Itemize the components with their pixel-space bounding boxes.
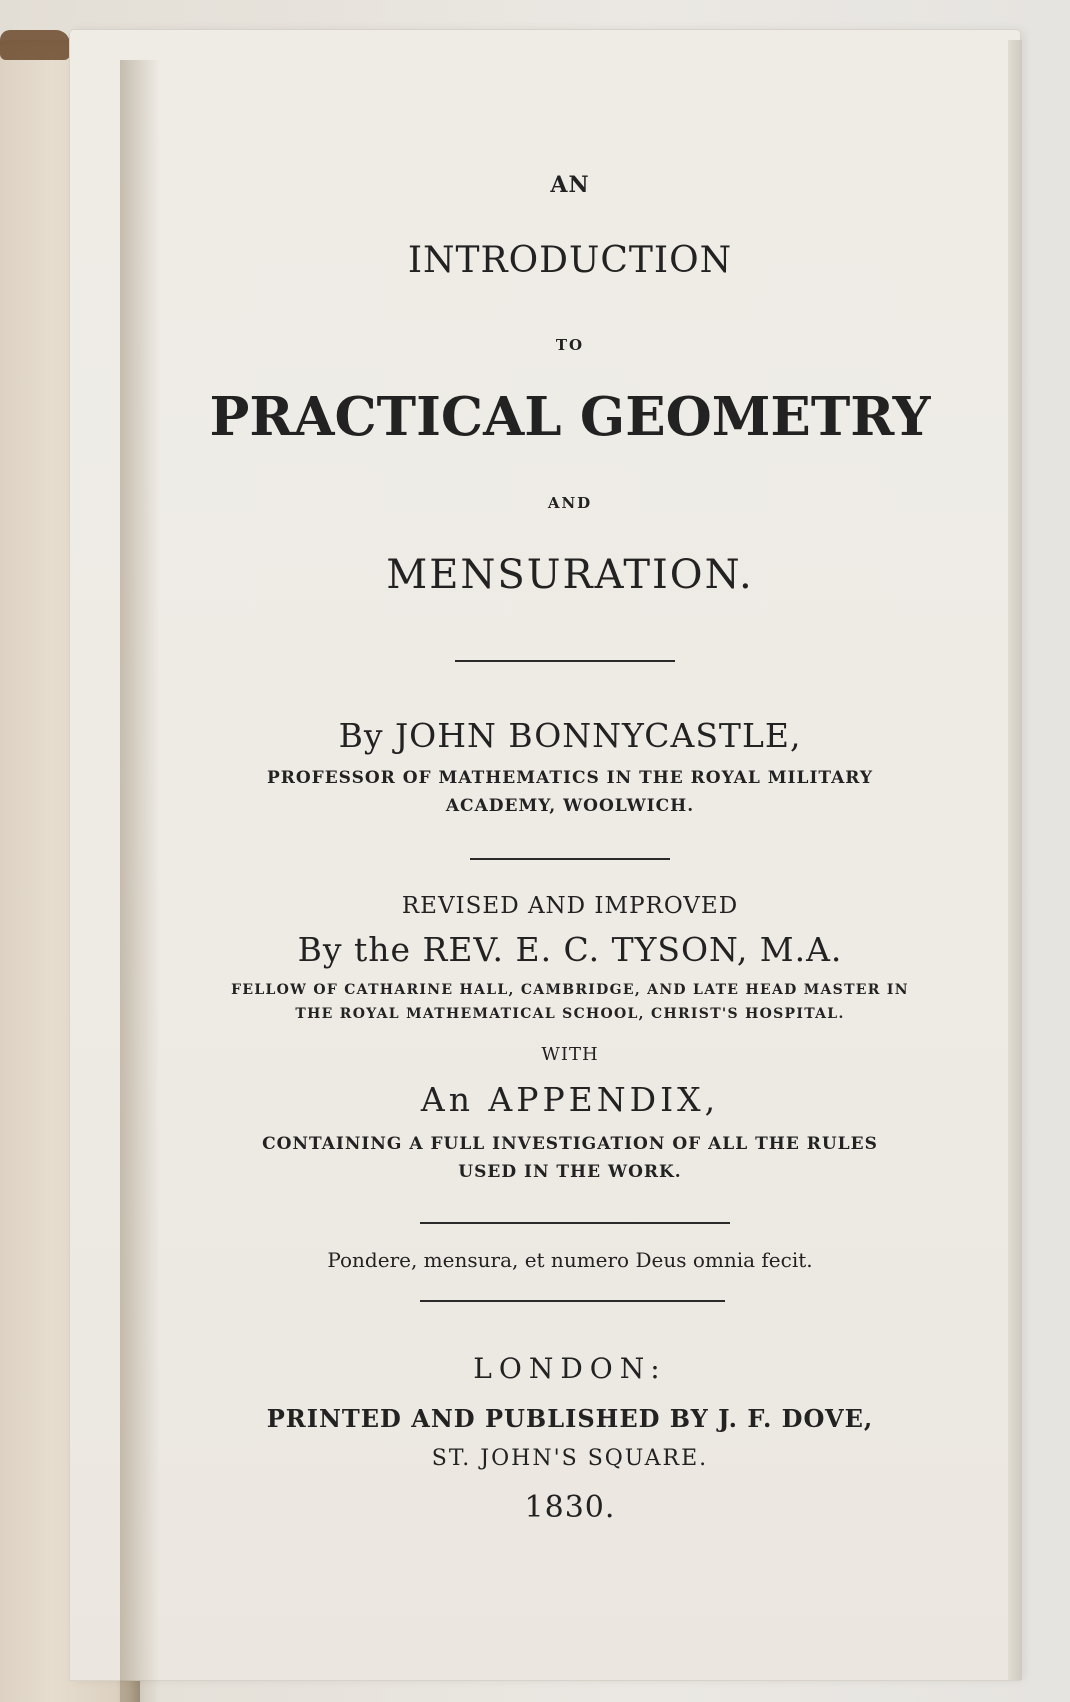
title-to: TO (555, 336, 585, 354)
reviser-title-1: FELLOW OF CATHARINE HALL, CAMBRIDGE, AND LATE HEAD MASTER IN (231, 982, 909, 998)
page-edge (1008, 40, 1022, 1680)
subtitle: MENSURATION. (386, 552, 754, 598)
appendix-desc-1: CONTAINING A FULL INVESTIGATION OF ALL THE RULES (262, 1134, 878, 1154)
author-title-2: ACADEMY, WOOLWICH. (445, 796, 695, 816)
appendix-line: An APPENDIX, (420, 1080, 720, 1119)
city: LONDON: (473, 1352, 667, 1385)
author-title-1: PROFESSOR OF MATHEMATICS IN THE ROYAL MILITARY (266, 768, 874, 788)
rule-1 (455, 660, 675, 662)
with-line: WITH (541, 1044, 599, 1065)
main-title: PRACTICAL GEOMETRY (209, 386, 931, 448)
rule-3 (420, 1222, 730, 1224)
appendix-desc-2: USED IN THE WORK. (458, 1162, 682, 1182)
revised-line: REVISED AND IMPROVED (401, 893, 739, 919)
title-introduction: INTRODUCTION (407, 240, 733, 281)
rule-2 (470, 858, 670, 860)
printer-line: PRINTED AND PUBLISHED BY J. F. DOVE, (266, 1404, 874, 1433)
year: 1830. (524, 1490, 616, 1525)
rule-4 (420, 1300, 725, 1302)
motto: Pondere, mensura, et numero Deus omnia fecit. (327, 1248, 813, 1272)
gutter-shadow (120, 60, 160, 1702)
title-an: AN (550, 172, 590, 198)
reviser-title-2: THE ROYAL MATHEMATICAL SCHOOL, CHRIST'S HOSPITAL. (295, 1006, 845, 1022)
title-and: AND (547, 494, 593, 512)
author-line: By JOHN BONNYCASTLE, (338, 716, 802, 755)
reviser-line: By the REV. E. C. TYSON, M.A. (297, 930, 843, 969)
spine-edge (0, 30, 70, 60)
address-line: ST. JOHN'S SQUARE. (431, 1446, 709, 1471)
